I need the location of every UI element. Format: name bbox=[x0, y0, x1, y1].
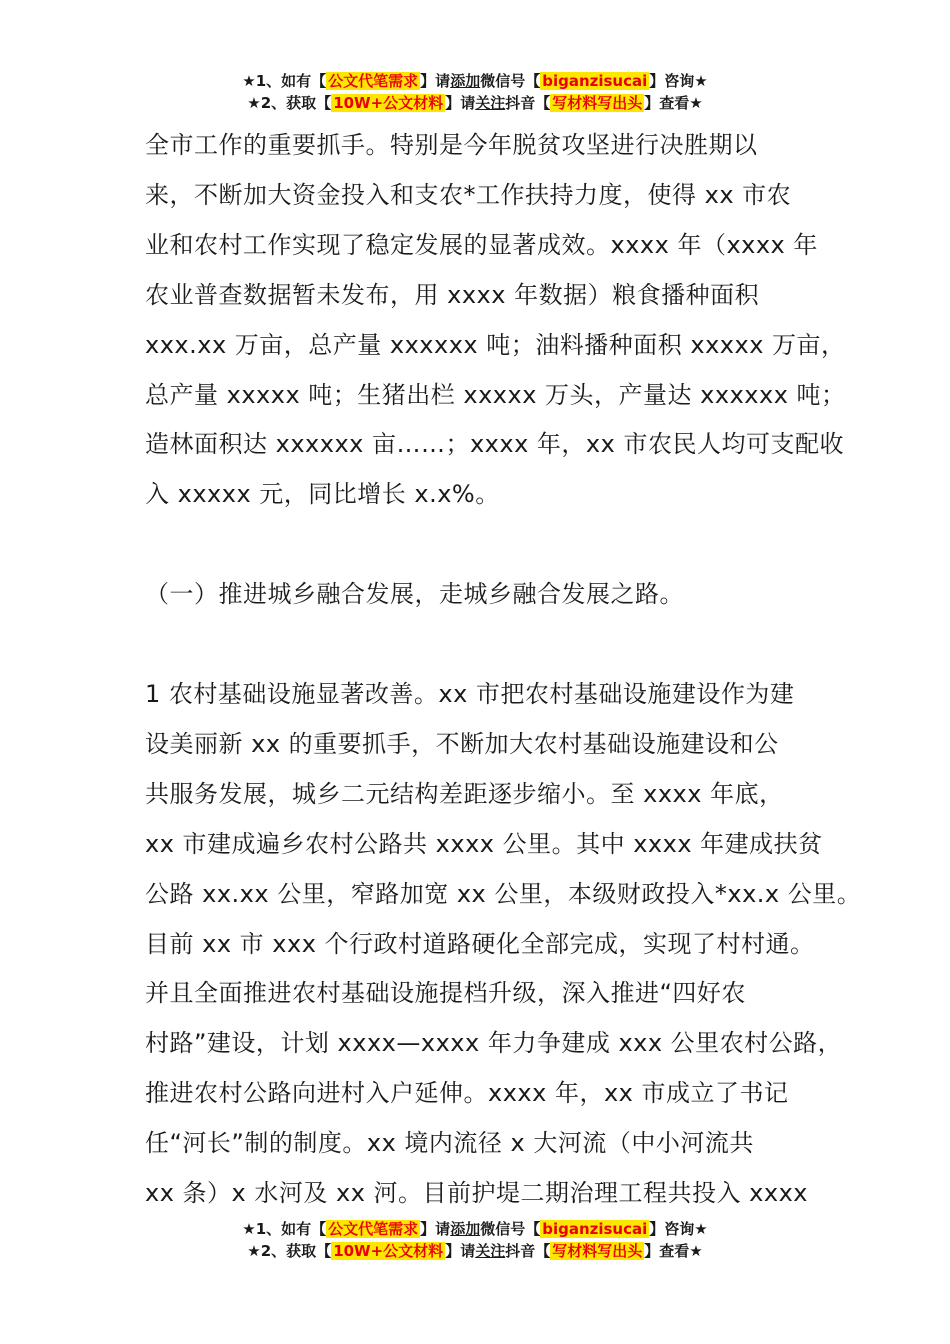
header-banner bbox=[0, 70, 950, 114]
text-line: 全市工作的重要抓手。特别是今年脱贫攻坚进行决胜期以 bbox=[145, 131, 758, 159]
highlight-text: 写材料写出头 bbox=[552, 1242, 643, 1260]
heading-text: （一）推进城乡融合发展，走城乡融合发展之路。 bbox=[145, 580, 684, 608]
banner-line-1 bbox=[0, 70, 950, 92]
text-line: 业和农村工作实现了稳定发展的显著成效。xxxx 年（xxxx 年 bbox=[145, 230, 818, 259]
banner-text: 微信号【 bbox=[480, 72, 541, 90]
highlight-text: 公文代笔需求 bbox=[328, 72, 419, 90]
underlined-text: 添加 bbox=[450, 1220, 481, 1238]
text-line: 造林面积达 xxxxxx 亩……；xxxx 年，xx 市农民人均可支配收 bbox=[145, 430, 844, 459]
underlined-text: 添加 bbox=[450, 72, 481, 90]
underlined-text: 关注 bbox=[475, 1242, 506, 1260]
banner-text: ★1、如有【 bbox=[242, 72, 327, 90]
banner-text: 】请 bbox=[420, 1220, 451, 1238]
underlined-text: 关注 bbox=[475, 94, 506, 112]
banner-text: 】查看★ bbox=[644, 1242, 703, 1260]
highlight-text: biganzisucai bbox=[542, 72, 648, 90]
banner-text: 抖音【 bbox=[505, 1242, 551, 1260]
text-line: 目前 xx 市 xxx 个行政村道路硬化全部完成，实现了村村通。 bbox=[145, 929, 815, 958]
footer-banner bbox=[0, 1218, 950, 1262]
banner-text: 】请 bbox=[445, 94, 476, 112]
paragraph-infrastructure bbox=[145, 670, 862, 1219]
text-line: 总产量 xxxxx 吨；生猪出栏 xxxxx 万头，产量达 xxxxxx 吨； bbox=[145, 380, 846, 409]
banner-text: 微信号【 bbox=[480, 1220, 541, 1238]
text-line: 来，不断加大资金投入和支农*工作扶持力度，使得 xx 市农 bbox=[145, 180, 792, 209]
text-line: 村路”建设，计划 xxxx—xxxx 年力争建成 xxx 公里农村公路， bbox=[145, 1029, 843, 1058]
text-line: 公路 xx.xx 公里，窄路加宽 xx 公里，本级财政投入*xx.x 公里。 bbox=[145, 879, 862, 908]
section-heading bbox=[145, 570, 835, 620]
banner-text: 】请 bbox=[445, 1242, 476, 1260]
text-line: xxx.xx 万亩，总产量 xxxxxx 吨；油料播种面积 xxxxx 万亩， bbox=[145, 330, 846, 359]
text-line: 共服务发展，城乡二元结构差距逐步缩小。至 xxxx 年底， bbox=[145, 779, 784, 808]
highlight-text: biganzisucai bbox=[542, 1220, 648, 1238]
banner-line-2 bbox=[0, 1240, 950, 1262]
banner-text: 】咨询★ bbox=[649, 1220, 708, 1238]
banner-text: 】咨询★ bbox=[649, 72, 708, 90]
paragraph-intro bbox=[145, 121, 846, 520]
text-line: 设美丽新 xx 的重要抓手，不断加大农村基础设施建设和公 bbox=[145, 729, 779, 758]
text-line: 1 农村基础设施显著改善。xx 市把农村基础设施建设作为建 bbox=[145, 680, 795, 708]
text-line: xx 条）x 水河及 xx 河。目前护堤二期治理工程共投入 xxxx bbox=[145, 1179, 808, 1208]
banner-text: 】请 bbox=[420, 72, 451, 90]
text-line: 并且全面推进农村基础设施提档升级，深入推进“四好农 bbox=[145, 979, 746, 1008]
banner-text: ★1、如有【 bbox=[242, 1220, 327, 1238]
text-line: 任“河长”制的制度。xx 境内流径 x 大河流（中小河流共 bbox=[145, 1129, 754, 1158]
banner-line-1 bbox=[0, 1218, 950, 1240]
highlight-text: 10W+公文材料 bbox=[333, 1242, 444, 1260]
banner-text: ★2、获取【 bbox=[247, 1242, 332, 1260]
banner-text: 抖音【 bbox=[505, 94, 551, 112]
text-line: 入 xxxxx 元，同比增长 x.x%。 bbox=[145, 480, 500, 509]
banner-text: ★2、获取【 bbox=[247, 94, 332, 112]
text-line: 农业普查数据暂未发布，用 xxxx 年数据）粮食播种面积 bbox=[145, 280, 760, 309]
text-line: xx 市建成遍乡农村公路共 xxxx 公里。其中 xxxx 年建成扶贫 bbox=[145, 829, 823, 858]
banner-line-2 bbox=[0, 92, 950, 114]
text-line: 推进农村公路向进村入户延伸。xxxx 年，xx 市成立了书记 bbox=[145, 1079, 789, 1108]
highlight-text: 10W+公文材料 bbox=[333, 94, 444, 112]
highlight-text: 公文代笔需求 bbox=[328, 1220, 419, 1238]
banner-text: 】查看★ bbox=[644, 94, 703, 112]
highlight-text: 写材料写出头 bbox=[552, 94, 643, 112]
